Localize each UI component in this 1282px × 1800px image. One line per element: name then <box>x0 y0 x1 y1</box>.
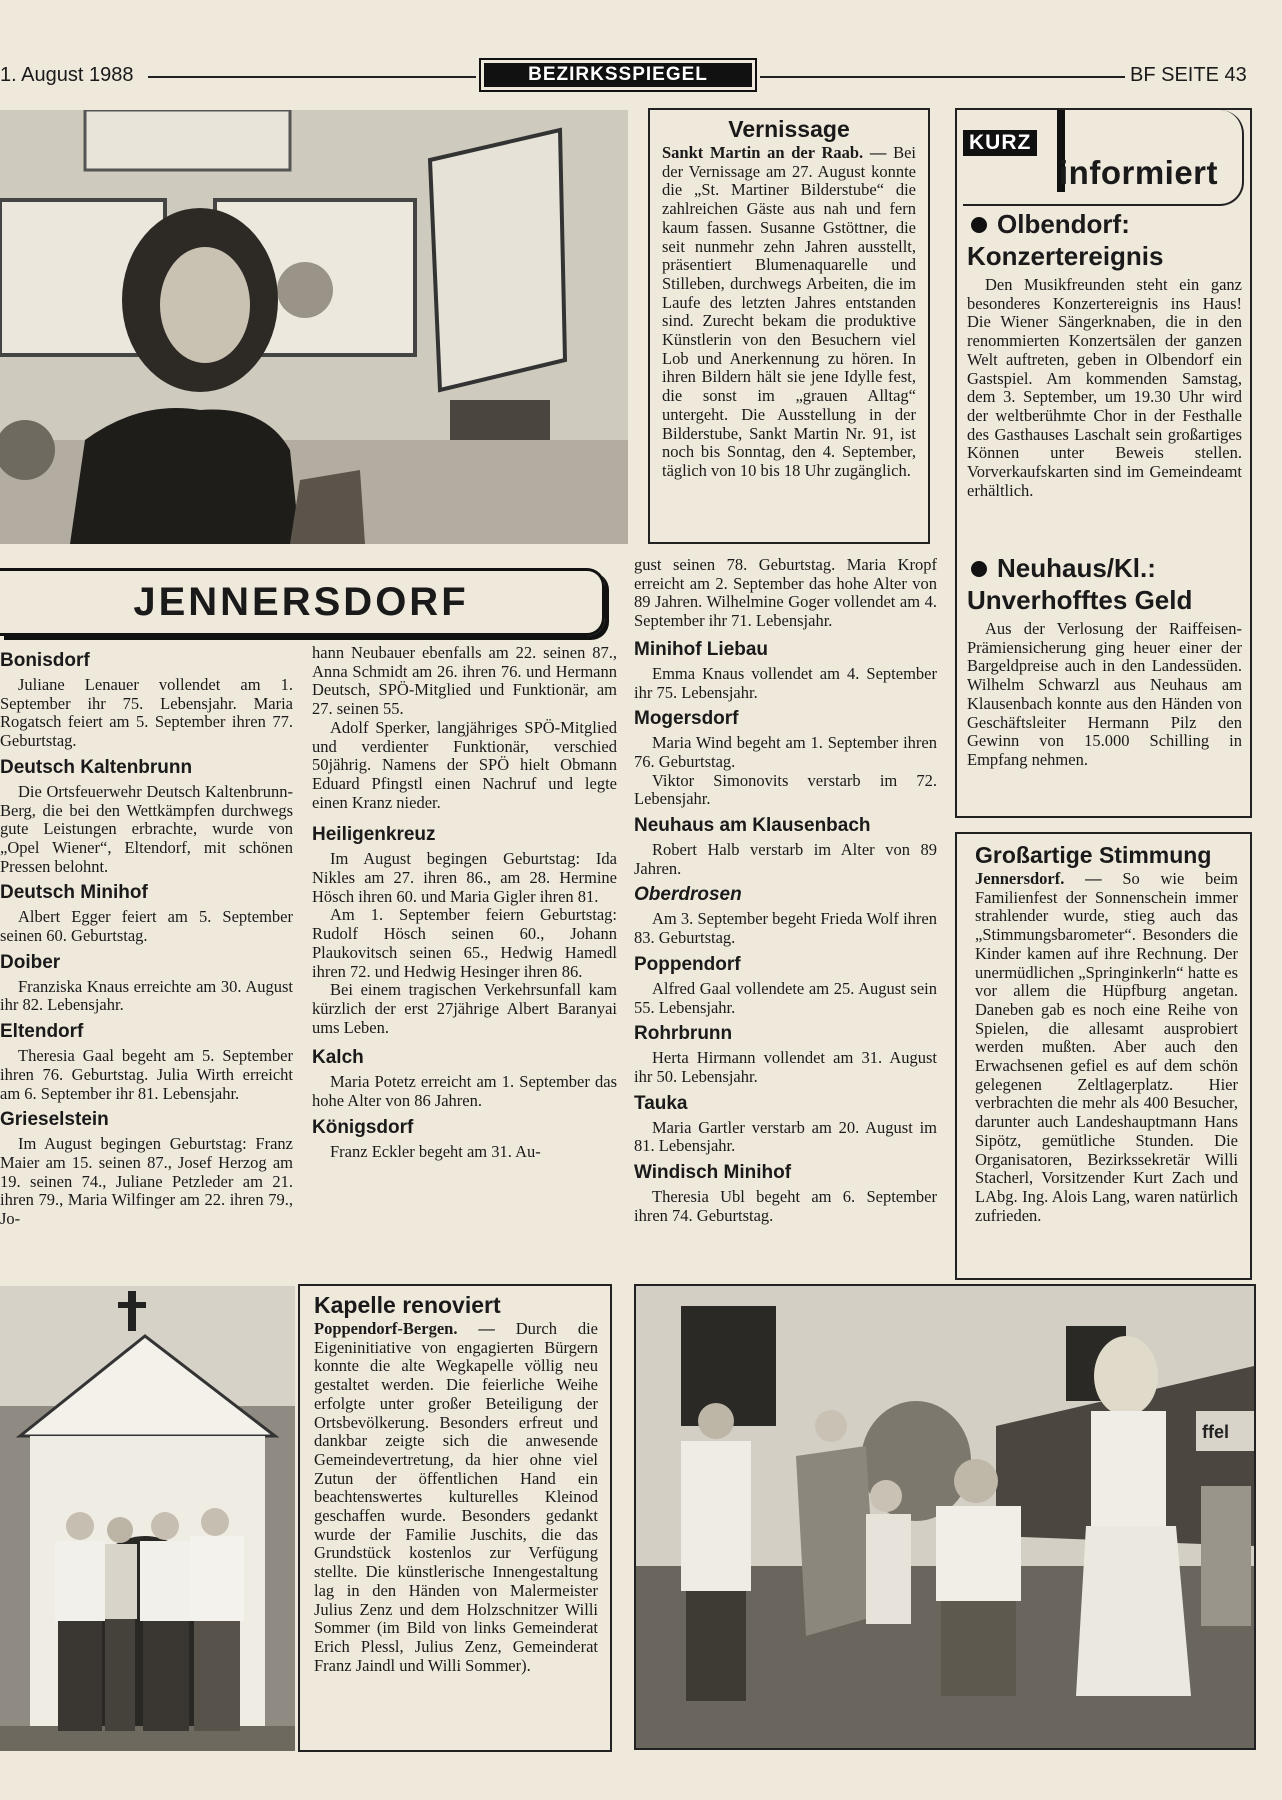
kurz-item-2-body <box>967 620 1242 770</box>
issue-date: 1. August 1988 <box>0 64 134 86</box>
jennersdorf-col-2 <box>312 644 617 1274</box>
place-text-p: Theresia Ubl begeht am 6. September ihren 74. Geburtstag. <box>634 1187 937 1225</box>
place-text <box>0 908 293 945</box>
place-heading: Eltendorf <box>0 1021 84 1043</box>
place-heading: Minihof Liebau <box>634 638 769 660</box>
kurz-item-1 <box>967 208 1242 500</box>
place-text <box>634 980 937 1017</box>
place-text-p: Viktor Simonovits verstarb im 72. Lebensjahr. <box>634 770 937 809</box>
festival-photo-image <box>636 1286 1254 1748</box>
header-rule-right <box>760 76 1125 78</box>
place-text-p: Robert Halb verstarb im Alter von 89 Jahren. <box>634 840 937 878</box>
kapelle-dateline: Poppendorf-Bergen. — <box>314 1319 495 1338</box>
kurz-item-2 <box>967 552 1242 770</box>
col2-lead2-p: Adolf Sperker, langjähriges SPÖ-Mitglied und verdienter Funktionär, verschied 50jährig. Namens der SPÖ hielt Obmann Eduard Pfingstl einen Nachruf und legte einen Kranz nieder. <box>312 717 617 812</box>
stimmung-body <box>975 870 1238 1225</box>
place-heading: Mogersdorf <box>634 708 739 730</box>
place-heading: Oberdrosen <box>634 884 742 906</box>
place-text <box>634 910 937 947</box>
artist-photo <box>0 110 628 544</box>
place-text <box>0 1047 293 1103</box>
place-heading: Kalch <box>312 1047 364 1069</box>
place-heading: Windisch Minihof <box>634 1162 792 1184</box>
kapelle-body <box>314 1320 598 1675</box>
stimmung-dateline: Jennersdorf. — <box>975 869 1102 888</box>
place-text <box>634 1119 937 1156</box>
jennersdorf-banner <box>0 568 605 636</box>
kapelle-title: Kapelle renoviert <box>314 1292 501 1318</box>
place-text <box>0 978 293 1015</box>
place-heading: Königsdorf <box>312 1116 414 1138</box>
header-rule-left <box>148 76 476 78</box>
bullet-icon <box>971 217 987 233</box>
kapelle-text: Durch die Eigeninitiative von engagierten Bürgern konnte die alte Wegkapelle völlig neu gestaltet werden. Die feierliche Weihe erfolgte unter großer Beteiligung der Ortsbevölkerung. Besonders erfreut und dankbar zeigte sich die anwesende Gemeindevertretung, da hier ohne viel Zutun der öffentlichen Hand ein beachtenswertes kulturelles Kleinod geschaffen wurde. Besonders gedankt wurde der Familie Juschits, die das Grundstück kostenlos zur Verfügung stellte. Die künstlerische Innengestaltung lag in den Händen von Malermeister Julius Zenz und dem Holzschnitzer Willi Sommer (im Bild von links Gemeinderat Erich Plessl, Julius Zenz, Gemeinderat Franz Jaindl und Willi Sommer). <box>314 1319 599 1675</box>
place-text <box>634 1188 937 1225</box>
place-text <box>312 850 617 1037</box>
kurz-header <box>963 110 1244 206</box>
place-text-p: Franz Eckler begeht am 31. Au- <box>330 1141 541 1161</box>
place-heading: Heiligenkreuz <box>312 824 436 846</box>
kurz-informiert-box <box>955 108 1252 818</box>
place-text-p: Am 3. September begeht Frieda Wolf ihren 83. Geburtstag. <box>634 909 937 948</box>
stimmung-title: Großartige Stimmung <box>975 842 1212 868</box>
place-text <box>312 1073 617 1110</box>
place-text <box>0 1135 293 1229</box>
place-text-p: Die Ortsfeuerwehr Deutsch Kaltenbrunn-Berg, die bei den Wettkämpfen durchwegs gute Leistungen erbrachte, wurde von „Opel Wiener“, Eltendorf, mit schönen Pressen belohnt. <box>0 781 293 876</box>
kurz-label: KURZ <box>963 130 1037 156</box>
place-text-p: Franziska Knaus erreichte am 30. August ihr 82. Lebensjahr. <box>0 976 293 1015</box>
section-label-box <box>479 58 757 92</box>
festival-sign-text: ffel <box>1202 1422 1229 1442</box>
place-text-p: Maria Potetz erreicht am 1. September das hohe Alter von 86 Jahren. <box>312 1072 617 1111</box>
kurz-item-1-body <box>967 276 1242 500</box>
kurz-item-1-title <box>967 208 1242 272</box>
place-text-p: Im August begingen Geburtstag: Franz Maier am 15. seinen 87., Josef Herzog am 19. seinen 74., Juliane Petzleder am 21. ihren 79., Maria Wilfinger am 22. ihren 79., Jo- <box>0 1134 293 1229</box>
place-heading: Bonisdorf <box>0 650 90 671</box>
place-heading: Neuhaus am Klausenbach <box>634 815 871 837</box>
col2-lead-p: hann Neubauer ebenfalls am 22. seinen 87., Anna Schmidt am 26. ihren 76. und Hermann Deutsch, SPÖ-Mitglied und Funktionär, am 27. seinen 55. <box>312 644 617 719</box>
kurz-item-2-title <box>967 552 1242 616</box>
vernissage-dateline: Sankt Martin an der Raab. — <box>662 143 887 162</box>
place-heading: Deutsch Kaltenbrunn <box>0 756 193 778</box>
artist-photo-image <box>0 110 628 544</box>
section-label: BEZIRKSSPIEGEL <box>484 63 752 87</box>
place-text <box>634 841 937 878</box>
place-text-p: Albert Egger feiert am 5. September seinen 60. Geburtstag. <box>0 907 293 946</box>
vernissage-text: Bei der Vernissage am 27. August konnte die „St. Martiner Bilderstube“ die zahlreichen Gäste aus nah und fern kaum fassen. Susanne Gstöttner, die seit nunmehr zehn Jahren ausstellt, präsentiert Blumenaquarelle und Stilleben, durchwegs Arbeiten, die im Laufe des letzten Jahres entstanden sind. Zurecht bekam die produktive Künstlerin von den Besuchern viel Lob und Anerkennung zu hören. In ihren Bildern hält sie jene Idylle fest, die sonst im „grauen Alltag“ untergeht. Die Ausstellung in der Bilderstube, Sankt Martin Nr. 91, ist noch bis Sonntag, den 4. September, täglich von 10 bis 18 Uhr zugänglich. <box>662 143 916 480</box>
place-heading: Deutsch Minihof <box>0 882 148 904</box>
page-header <box>0 58 1282 98</box>
place-heading: Rohrbrunn <box>634 1023 733 1045</box>
stimmung-text: So wie beim Familienfest der Sonnenschein immer strahlender wurde, stieg auch das „Stimmungsbarometer“. Besonders die Kinder kamen auf ihre Rechnung. Der unermüdlichen „Springinkerln“ hatte es vor allem die Hüpfburg angetan. Daneben gab es noch eine Reihe von Spielen, die allesamt ausprobiert werden mußten. Aber auch den Erwachsenen gefiel es auf dem schön gelegenen Zeltlagerplatz. Hier verbrachten die mehr als 400 Besucher, darunter auch Landeshauptmann Hans Sipötz, gemütliche Stunden. Die Organisatoren, Bezirkssekretär Willi Stacherl, Vorsitzender Kurt Zach und LAbg. Ing. Alois Lang, waren natürlich zufrieden. <box>975 869 1238 1225</box>
page-number: BF SEITE 43 <box>1130 64 1247 86</box>
kurz-item-1-title-text: Olbendorf: Konzertereignis <box>967 209 1164 271</box>
place-heading: Doiber <box>0 951 61 973</box>
place-text-p: Herta Hirmann vollendet am 31. August ihr 50. Lebensjahr. <box>634 1048 937 1086</box>
bullet-icon <box>971 561 987 577</box>
col3-lead-p: gust seinen 78. Geburtstag. Maria Kropf erreicht am 2. September das hohe Alter von 89 Jahren. Wilhelmine Goger vollendet am 4. September ihr 71. Lebensjahr. <box>634 556 937 631</box>
informiert-label: informiert <box>1059 154 1219 191</box>
place-text-p: Im August begingen Geburtstag: Ida Nikles am 27. ihren 86., am 28. Hermine Hösch ihren 60. und Maria Gigler ihren 81. <box>312 849 617 906</box>
place-text-p: Bei einem tragischen Verkehrsunfall kam kürzlich der erst 27jährige Albert Baranyai ums Leben. <box>312 980 617 1037</box>
place-text-p: Alfred Gaal vollendete am 25. August sein 55. Lebensjahr. <box>634 978 937 1017</box>
place-text <box>0 783 293 877</box>
vernissage-body <box>662 144 916 481</box>
place-text-p: Am 1. September feiern Geburtstag: Rudolf Hösch seinen 60., Johann Plaukovitsch seinen 65., Hedwig Hamedl ihren 72. und Hedwig Hesinger ihren 86. <box>312 905 617 981</box>
vernissage-article <box>648 108 930 544</box>
place-text-p: Emma Knaus vollendet am 4. September ihr 75. Lebensjahr. <box>634 663 937 702</box>
kapelle-article <box>298 1284 612 1752</box>
place-heading: Poppendorf <box>634 953 741 975</box>
vernissage-title: Vernissage <box>728 116 850 142</box>
place-text <box>634 665 937 702</box>
place-heading: Grieselstein <box>0 1109 109 1131</box>
place-text <box>0 676 293 751</box>
stimmung-article <box>955 832 1252 1280</box>
place-text-p: Maria Gartler verstarb am 20. August im 81. Lebensjahr. <box>634 1117 937 1156</box>
place-text-p: Maria Wind begeht am 1. September ihren 76. Geburtstag. <box>634 733 937 771</box>
place-text-p: Juliane Lenauer vollendet am 1. September ihr 75. Lebensjahr. Maria Rogatsch feiert am 5. September ihren 77. Geburtstag. <box>0 675 293 751</box>
chapel-photo <box>0 1286 295 1751</box>
jennersdorf-title: JENNERSDORF <box>133 580 469 624</box>
jennersdorf-col-3 <box>634 556 937 1274</box>
place-text <box>312 1143 617 1162</box>
place-text-p: Theresia Gaal begeht am 5. September ihren 76. Geburtstag. Julia Wirth erreicht am 6. September ihr 81. Lebensjahr. <box>0 1046 293 1103</box>
col2-lead <box>312 644 617 812</box>
kurz-item-2-title-text: Neuhaus/Kl.: Unverhofftes Geld <box>967 553 1193 615</box>
jennersdorf-col-1 <box>0 644 293 1274</box>
kurz-item-1-text: Den Musikfreunden steht ein ganz besonderes Konzertereignis ins Haus! Die Wiener Sängerknaben, die in den renommierten Konzertsälen der ganzen Welt auftreten, geben in Olbendorf ein Gastspiel. Am kommenden Samstag, dem 3. September, um 19.30 Uhr wird der weltberühmte Chor in der Festhalle des Gasthauses Laschalt sein großartiges Können unter Beweis stellen. Vorverkaufskarten sind im Gemeindeamt erhältlich. <box>967 275 1242 500</box>
chapel-photo-image <box>0 1286 295 1751</box>
kurz-item-2-text: Aus der Verlosung der Raiffeisen-Prämiensicherung ging heuer einer der Bargeldpreise auch in den Landessüden. Wilhelm Schwarzl aus Neuhaus am Klausenbach konnte aus den Händen von Geschäftsleiter Hermann Pilz den Gewinn von 15.000 Schilling in Empfang nehmen. <box>967 619 1242 769</box>
col3-lead <box>634 556 937 631</box>
place-heading: Tauka <box>634 1092 688 1114</box>
place-text <box>634 734 937 809</box>
festival-photo <box>634 1284 1256 1750</box>
place-text <box>634 1049 937 1086</box>
